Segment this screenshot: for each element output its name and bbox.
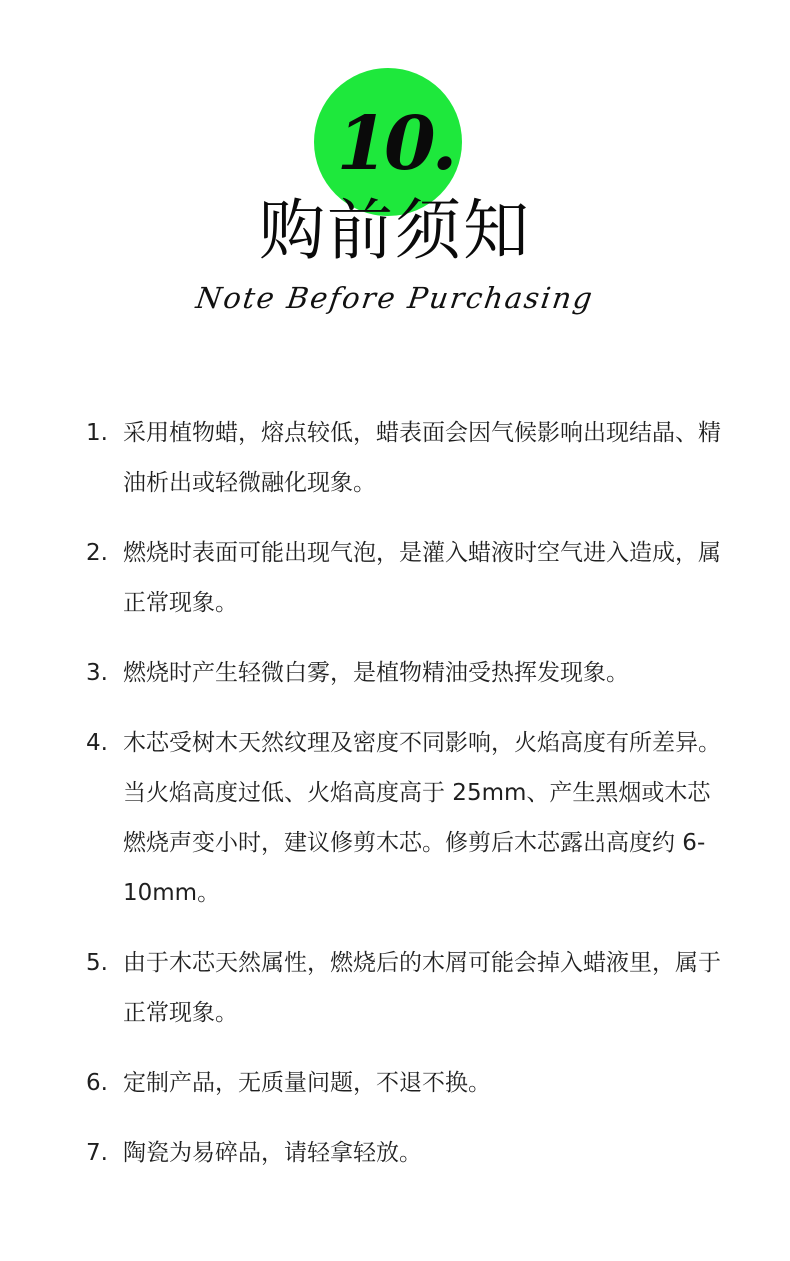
note-number: 3. bbox=[86, 660, 108, 686]
note-number: 4. bbox=[86, 730, 108, 756]
note-item-1 bbox=[86, 408, 726, 508]
note-text: 陶瓷为易碎品，请轻拿轻放。 bbox=[123, 1140, 422, 1166]
note-item-5 bbox=[86, 938, 726, 1038]
page-title: 购前须知 bbox=[259, 192, 531, 269]
note-item-7 bbox=[86, 1128, 726, 1178]
note-item-3 bbox=[86, 648, 726, 698]
notes-list bbox=[86, 408, 726, 1198]
note-text: 木芯受树木天然纹理及密度不同影响，火焰高度有所差异。当火焰高度过低、火焰高度高于 25mm、产生黑烟或木芯燃烧声变小时，建议修剪木芯。修剪后木芯露出高度约 6-10mm。 bbox=[123, 730, 721, 906]
note-number: 7. bbox=[86, 1140, 108, 1166]
section-number: 10. bbox=[336, 101, 454, 187]
note-text: 由于木芯天然属性，燃烧后的木屑可能会掉入蜡液里，属于正常现象。 bbox=[123, 950, 721, 1026]
note-text: 定制产品，无质量问题，不退不换。 bbox=[123, 1070, 491, 1096]
note-number: 1. bbox=[86, 420, 108, 446]
note-number: 5. bbox=[86, 950, 108, 976]
note-text: 燃烧时表面可能出现气泡，是灌入蜡液时空气进入造成，属正常现象。 bbox=[123, 540, 721, 616]
note-number: 6. bbox=[86, 1070, 108, 1096]
page-subtitle: Note Before Purchasing bbox=[193, 281, 597, 315]
note-text: 燃烧时产生轻微白雾，是植物精油受热挥发现象。 bbox=[123, 660, 629, 686]
note-item-2 bbox=[86, 528, 726, 628]
note-number: 2. bbox=[86, 540, 108, 566]
note-item-6 bbox=[86, 1058, 726, 1108]
note-item-4 bbox=[86, 718, 726, 918]
note-text: 采用植物蜡，熔点较低，蜡表面会因气候影响出现结晶、精油析出或轻微融化现象。 bbox=[123, 420, 721, 496]
